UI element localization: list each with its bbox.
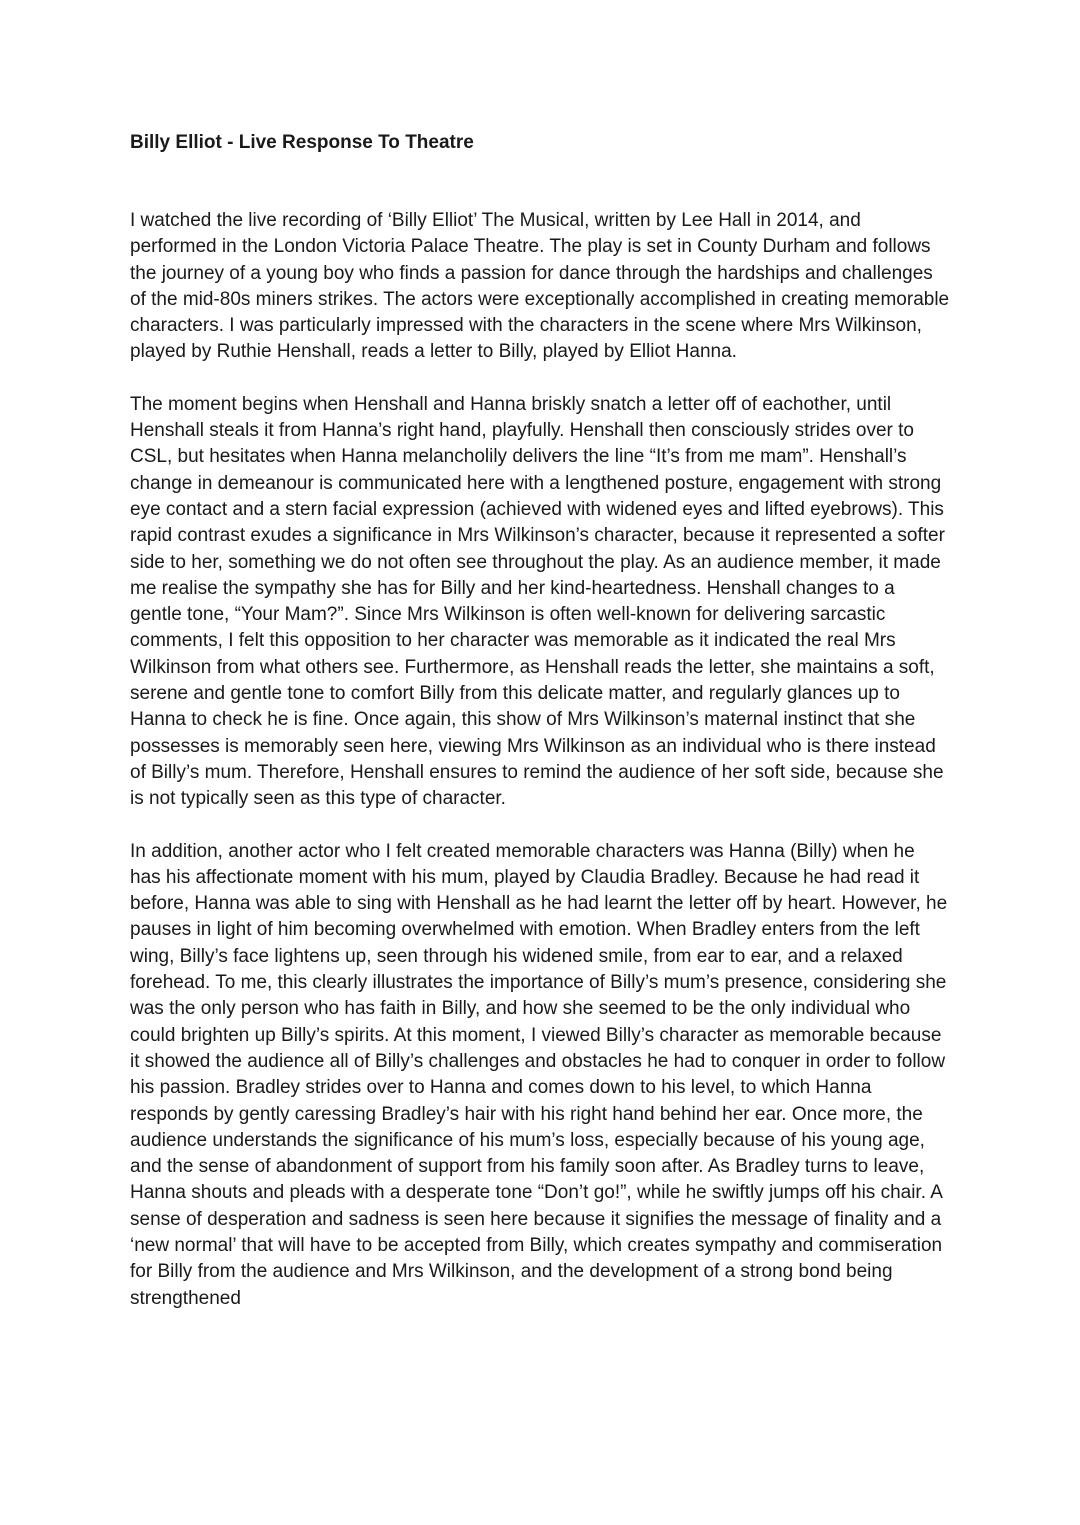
document-title: Billy Elliot - Live Response To Theatre xyxy=(130,132,474,153)
paragraph-hanna-scene: In addition, another actor who I felt created memorable characters was Hanna (Billy) when he has his affectionate moment with his mum, played by Claudia Bradley. Because he had read it before, Hanna was able to sing with Henshall as he had learnt the letter off by heart. However, he pauses in light of him becoming overwhelmed with emotion. When Bradley enters from the left wing, Billy’s face lightens up, seen through his widened smile, from ear to ear, and a relaxed forehead. To me, this clearly illustrates the importance of Billy’s mum’s presence, considering she was the only person who has faith in Billy, and how she seemed to be the only individual who could brighten up Billy’s spirits. At this moment, I viewed Billy’s character as memorable because it showed the audience all of Billy’s challenges and obstacles he had to conquer in order to follow his passion. Bradley strides over to Hanna and comes down to his level, to which Hanna responds by gently caressing Bradley’s hair with his right hand behind her ear. Once more, the audience understands the significance of his mum’s loss, especially because of his young age, and the sense of abandonment of support from his family soon after. As Bradley turns to leave, Hanna shouts and pleads with a desperate tone “Don’t go!”, while he swiftly jumps off his chair. A sense of desperation and sadness is seen here because it signifies the message of finality and a ‘new normal’ that will have to be accepted from Billy, which creates sympathy and commiseration for Billy from the audience and Mrs Wilkinson, and the development of a strong bond being strengthened xyxy=(130,840,948,1309)
paragraph-introduction: I watched the live recording of ‘Billy Elliot’ The Musical, written by Lee Hall in 2014, and performed in the London Victoria Palace Theatre. The play is set in County Durham and follows the journey of a young boy who finds a passion for dance through the hardships and challenges of the mid-80s miners strikes. The actors were exceptionally accomplished in creating memorable characters. I was particularly impressed with the characters in the scene where Mrs Wilkinson, played by Ruthie Henshall, reads a letter to Billy, played by Elliot Hanna. xyxy=(130,210,950,363)
paragraph-henshall-scene: The moment begins when Henshall and Hanna briskly snatch a letter off of eachother, until Henshall steals it from Hanna’s right hand, playfully. Henshall then consciously strides over to CSL, but hesitates when Hanna melancholily delivers the line “It’s from me mam”. Henshall’s change in demeanour is communicated here with a lengthened posture, engagement with strong eye contact and a stern facial expression (achieved with widened eyes and lifted eyebrows). This rapid contrast exudes a significance in Mrs Wilkinson’s character, because it represented a softer side to her, something we do not often see throughout the play. As an audience member, it made me realise the sympathy she has for Billy and her kind-heartedness. Henshall changes to a gentle tone, “Your Mam?”. Since Mrs Wilkinson is often well-known for delivering sarcastic comments, I felt this opposition to her character was memorable as it indicated the real Mrs Wilkinson from what others see. Furthermore, as Henshall reads the letter, she maintains a soft, serene and gentle tone to comfort Billy from this delicate matter, and regularly glances up to Hanna to check he is fine. Once again, this show of Mrs Wilkinson’s maternal instinct that she possesses is memorably seen here, viewing Mrs Wilkinson as an individual who is there instead of Billy’s mum. Therefore, Henshall ensures to remind the audience of her soft side, because she is not typically seen as this type of character. xyxy=(130,393,945,810)
document-page xyxy=(130,130,950,1312)
